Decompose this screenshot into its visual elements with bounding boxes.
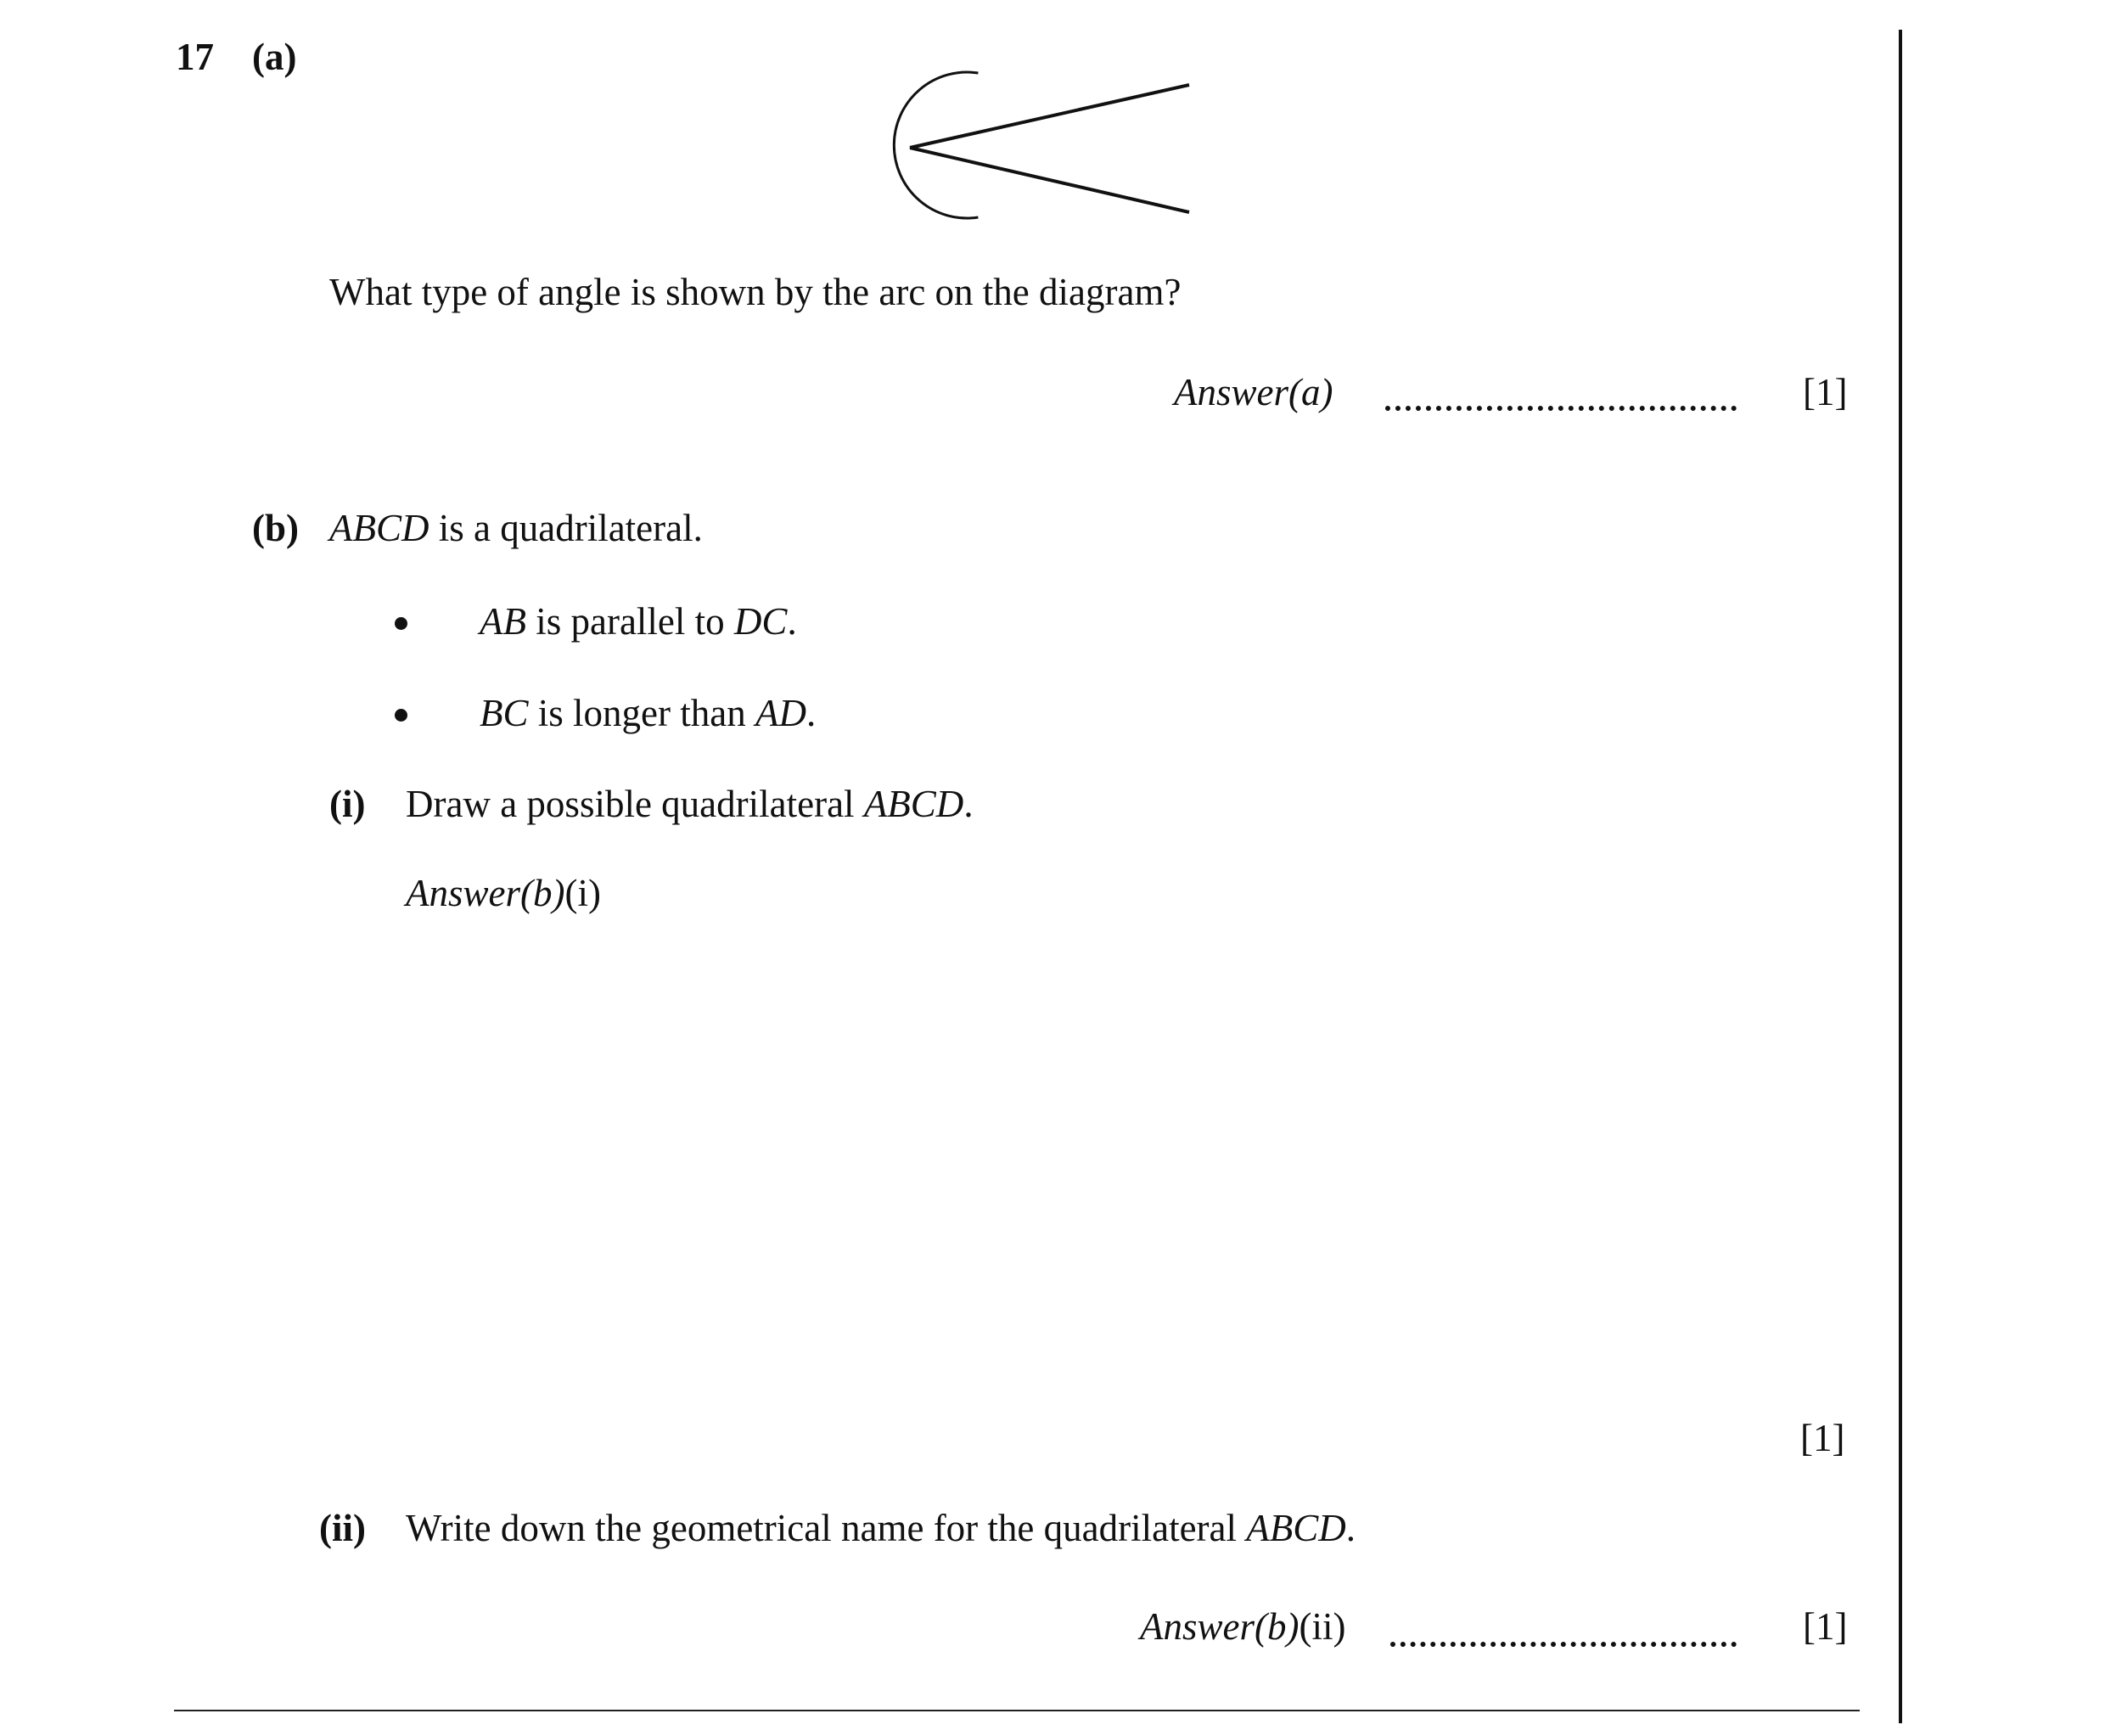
part-a-prompt: What type of angle is shown by the arc on the diagram? bbox=[329, 271, 1182, 313]
bullet-2-term-a: BC bbox=[480, 692, 529, 734]
bullet-text-1 bbox=[480, 600, 797, 643]
part-a-marks: [1] bbox=[1803, 371, 1848, 413]
answer-b-i-label-italic: Answer(b) bbox=[406, 872, 565, 914]
upper-ray bbox=[910, 85, 1189, 148]
angle-diagram bbox=[815, 59, 1205, 229]
sub-ii-prompt-end: . bbox=[1345, 1507, 1356, 1549]
bullet-2-end: . bbox=[806, 692, 817, 734]
bullet-text-2 bbox=[480, 694, 816, 733]
bullet-marker-1 bbox=[395, 617, 407, 630]
sub-i-marks: [1] bbox=[1800, 1417, 1845, 1459]
answer-b-i-drawing-area[interactable] bbox=[406, 925, 1764, 1401]
bottom-rule bbox=[174, 1710, 1860, 1711]
answer-b-ii-label bbox=[1140, 1605, 1346, 1648]
bullet-1-term-b: DC bbox=[733, 600, 788, 643]
bullet-1-mid: is parallel to bbox=[525, 600, 734, 643]
part-b-intro bbox=[329, 509, 703, 548]
sub-i-prompt-italic: ABCD bbox=[863, 783, 964, 825]
answer-b-i-label-suffix: (i) bbox=[564, 872, 601, 914]
reflex-arc bbox=[894, 72, 978, 218]
sub-ii-prompt bbox=[406, 1509, 1356, 1548]
bullet-1-end: . bbox=[787, 600, 797, 643]
answer-b-ii-label-suffix: (ii) bbox=[1299, 1605, 1346, 1648]
part-a-label: (a) bbox=[252, 36, 297, 78]
answer-b-ii-label-italic: Answer(b) bbox=[1140, 1605, 1299, 1648]
sub-i-prompt bbox=[406, 785, 974, 823]
sub-i-prompt-end: . bbox=[963, 783, 974, 825]
bullet-1-term-a: AB bbox=[480, 600, 526, 643]
part-b-intro-italic: ABCD bbox=[329, 507, 429, 549]
bullet-2-term-b: AD bbox=[755, 692, 806, 734]
bullet-2-mid: is longer than bbox=[528, 692, 755, 734]
question-number: 17 bbox=[176, 36, 214, 78]
right-margin-rule bbox=[1899, 30, 1902, 1723]
answer-b-i-label bbox=[406, 874, 601, 913]
answer-b-ii-field[interactable] bbox=[1390, 1642, 1737, 1647]
bullet-marker-2 bbox=[395, 709, 407, 722]
sub-ii-marks: [1] bbox=[1803, 1605, 1848, 1648]
part-b-intro-rest: is a quadrilateral. bbox=[429, 507, 703, 549]
part-b-label: (b) bbox=[252, 507, 299, 549]
answer-a-field[interactable] bbox=[1385, 406, 1737, 411]
sub-ii-label: (ii) bbox=[319, 1507, 366, 1549]
lower-ray bbox=[910, 148, 1189, 212]
answer-a-label: Answer(a) bbox=[1174, 371, 1333, 413]
sub-i-prompt-text: Draw a possible quadrilateral bbox=[406, 783, 864, 825]
sub-i-label: (i) bbox=[329, 783, 366, 825]
sub-ii-prompt-text: Write down the geometrical name for the quadrilateral bbox=[406, 1507, 1247, 1549]
sub-ii-prompt-italic: ABCD bbox=[1246, 1507, 1346, 1549]
